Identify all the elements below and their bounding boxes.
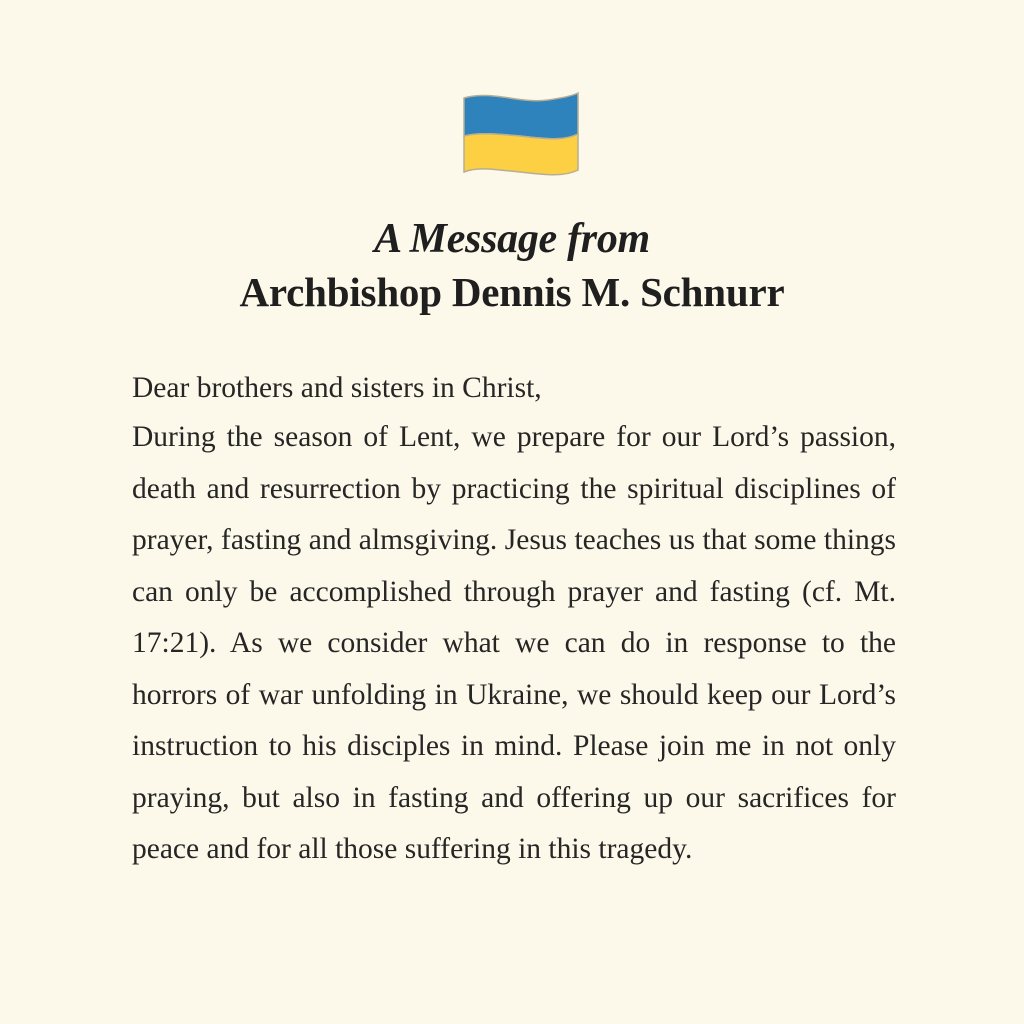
letter-greeting: Dear brothers and sisters in Christ, <box>132 372 542 404</box>
letter-body <box>132 364 896 876</box>
letter-paragraph: During the season of Lent, we prepare for our Lord’s passion, death and resurrection by practicing the spiritual disciplines of prayer, fasting and almsgiving. Jesus teaches us that some things can only be accomplished through prayer and fasting (cf. Mt. 17:21). As we consider what we can do in response to the horrors of war unfolding in Ukraine, we should keep our Lord’s instruction to his disciples in mind. Please join me in not only praying, but also in fasting and offering up our sacrifices for peace and for all those suffering in this tragedy. <box>132 421 896 865</box>
ukraine-flag-icon <box>458 90 582 178</box>
message-title <box>0 214 1024 320</box>
title-line-message-from: A Message from <box>374 216 650 262</box>
title-line-archbishop-name: Archbishop Dennis M. Schnurr <box>239 269 785 315</box>
